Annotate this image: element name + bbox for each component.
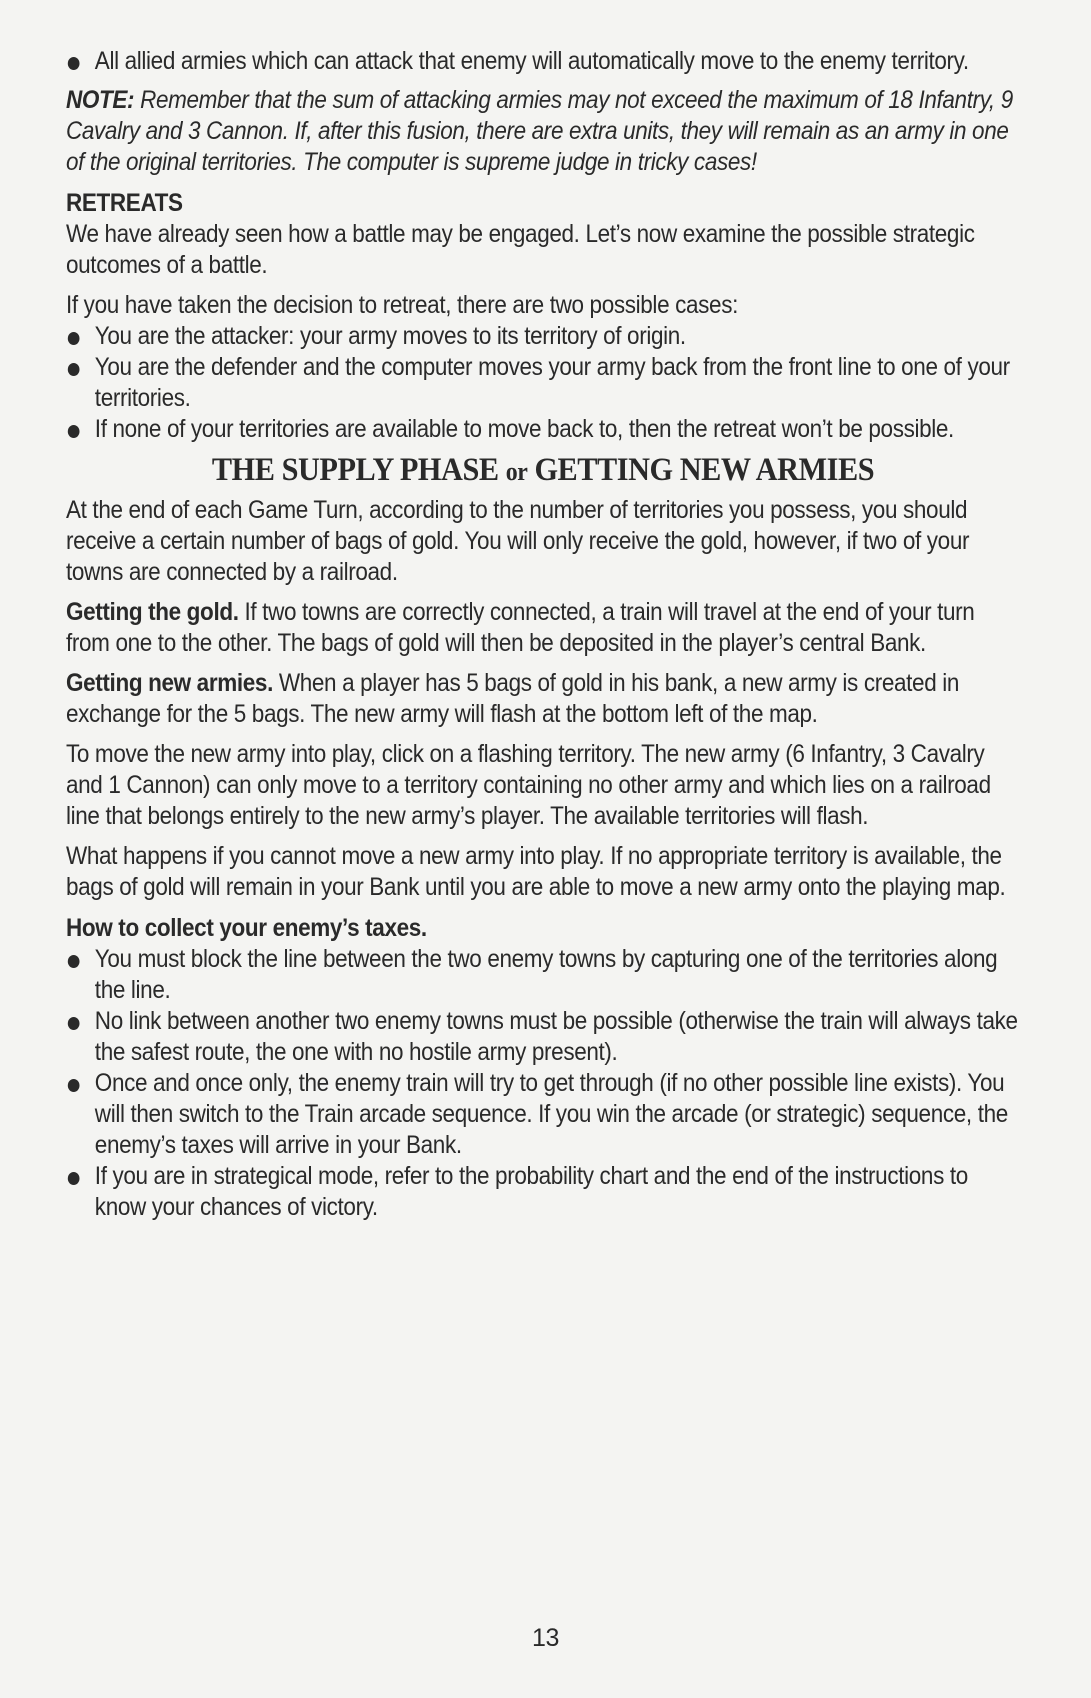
top-bullet-list xyxy=(66,46,1020,77)
taxes-bullet-list xyxy=(66,944,1020,1223)
title-rest: GETTING NEW ARMIES xyxy=(527,452,875,488)
retreats-cases: If you have taken the decision to retreat, there are two possible cases: xyxy=(66,291,738,319)
new-armies-paragraph xyxy=(66,668,1020,730)
getting-gold-lead: Getting the gold. xyxy=(66,598,239,626)
supply-intro: At the end of each Game Turn, according to the number of territories you possess, you should receive a certain number of bags of gold. You will only receive the gold, however, if two of your towns are connected by a railroad. xyxy=(66,496,970,586)
list-item: You must block the line between the two enemy towns by capturing one of the territories along the line. xyxy=(66,944,1020,1006)
getting-gold-text: If two towns are correctly connected, a train will travel at the end of your turn from one to the other. The bags of gold will then be deposited in the player’s central Bank. xyxy=(66,598,975,657)
retreats-heading: RETREATS xyxy=(66,189,183,217)
new-armies-text: When a player has 5 bags of gold in his bank, a new army is created in exchange for the 5 bags. The new army will flash at the bottom left of the map. xyxy=(66,669,960,728)
note-text: Remember that the sum of attacking armies may not exceed the maximum of 18 Infantry, 9 Cavalry and 3 Cannon. If, after this fusion, there are extra units, they will remain as an army in one of the original territories. The computer is supreme judge in tricky cases! xyxy=(66,86,1013,176)
taxes-heading: How to collect your enemy’s taxes. xyxy=(66,914,427,942)
title-or: or xyxy=(505,457,528,486)
move-army-paragraph: To move the new army into play, click on a flashing territory. The new army (6 Infantry, 3 Cavalry and 1 Cannon) can only move to a territory containing no other army and which lies on a railroad line that belongs entirely to the new army’s player. The available territories will flash. xyxy=(66,740,991,830)
list-item: If you are in strategical mode, refer to the probability chart and the end of the instructions to know your chances of victory. xyxy=(66,1161,1020,1223)
cannot-move-paragraph: What happens if you cannot move a new army into play. If no appropriate territory is available, the bags of gold will remain in your Bank until you are able to move a new army onto the playing map. xyxy=(66,842,1006,901)
page-number: 13 xyxy=(531,1624,559,1652)
title-main: THE SUPPLY PHASE xyxy=(211,452,506,488)
note-paragraph xyxy=(66,85,1020,178)
list-item: All allied armies which can attack that enemy will automatically move to the enemy territory. xyxy=(66,46,1020,77)
supply-section-title xyxy=(56,452,1029,488)
list-item: Once and once only, the enemy train will try to get through (if no other possible line exists). You will then switch to the Train arcade sequence. If you win the arcade (or strategic) sequence, the enemy’s taxes will arrive in your Bank. xyxy=(66,1068,1020,1161)
note-label: NOTE: xyxy=(66,86,135,114)
list-item: No link between another two enemy towns must be possible (otherwise the train will always take the safest route, the one with no hostile army present). xyxy=(66,1006,1020,1068)
retreats-bullet-list xyxy=(66,321,1020,445)
retreats-intro: We have already seen how a battle may be engaged. Let’s now examine the possible strategic outcomes of a battle. xyxy=(66,220,975,279)
page-body xyxy=(66,46,1020,1223)
list-item: You are the defender and the computer moves your army back from the front line to one of your territories. xyxy=(66,352,1020,414)
list-item: You are the attacker: your army moves to its territory of origin. xyxy=(66,321,1020,352)
getting-gold-paragraph xyxy=(66,597,1020,659)
list-item: If none of your territories are available to move back to, then the retreat won’t be possible. xyxy=(66,414,1020,445)
new-armies-lead: Getting new armies. xyxy=(66,669,273,697)
